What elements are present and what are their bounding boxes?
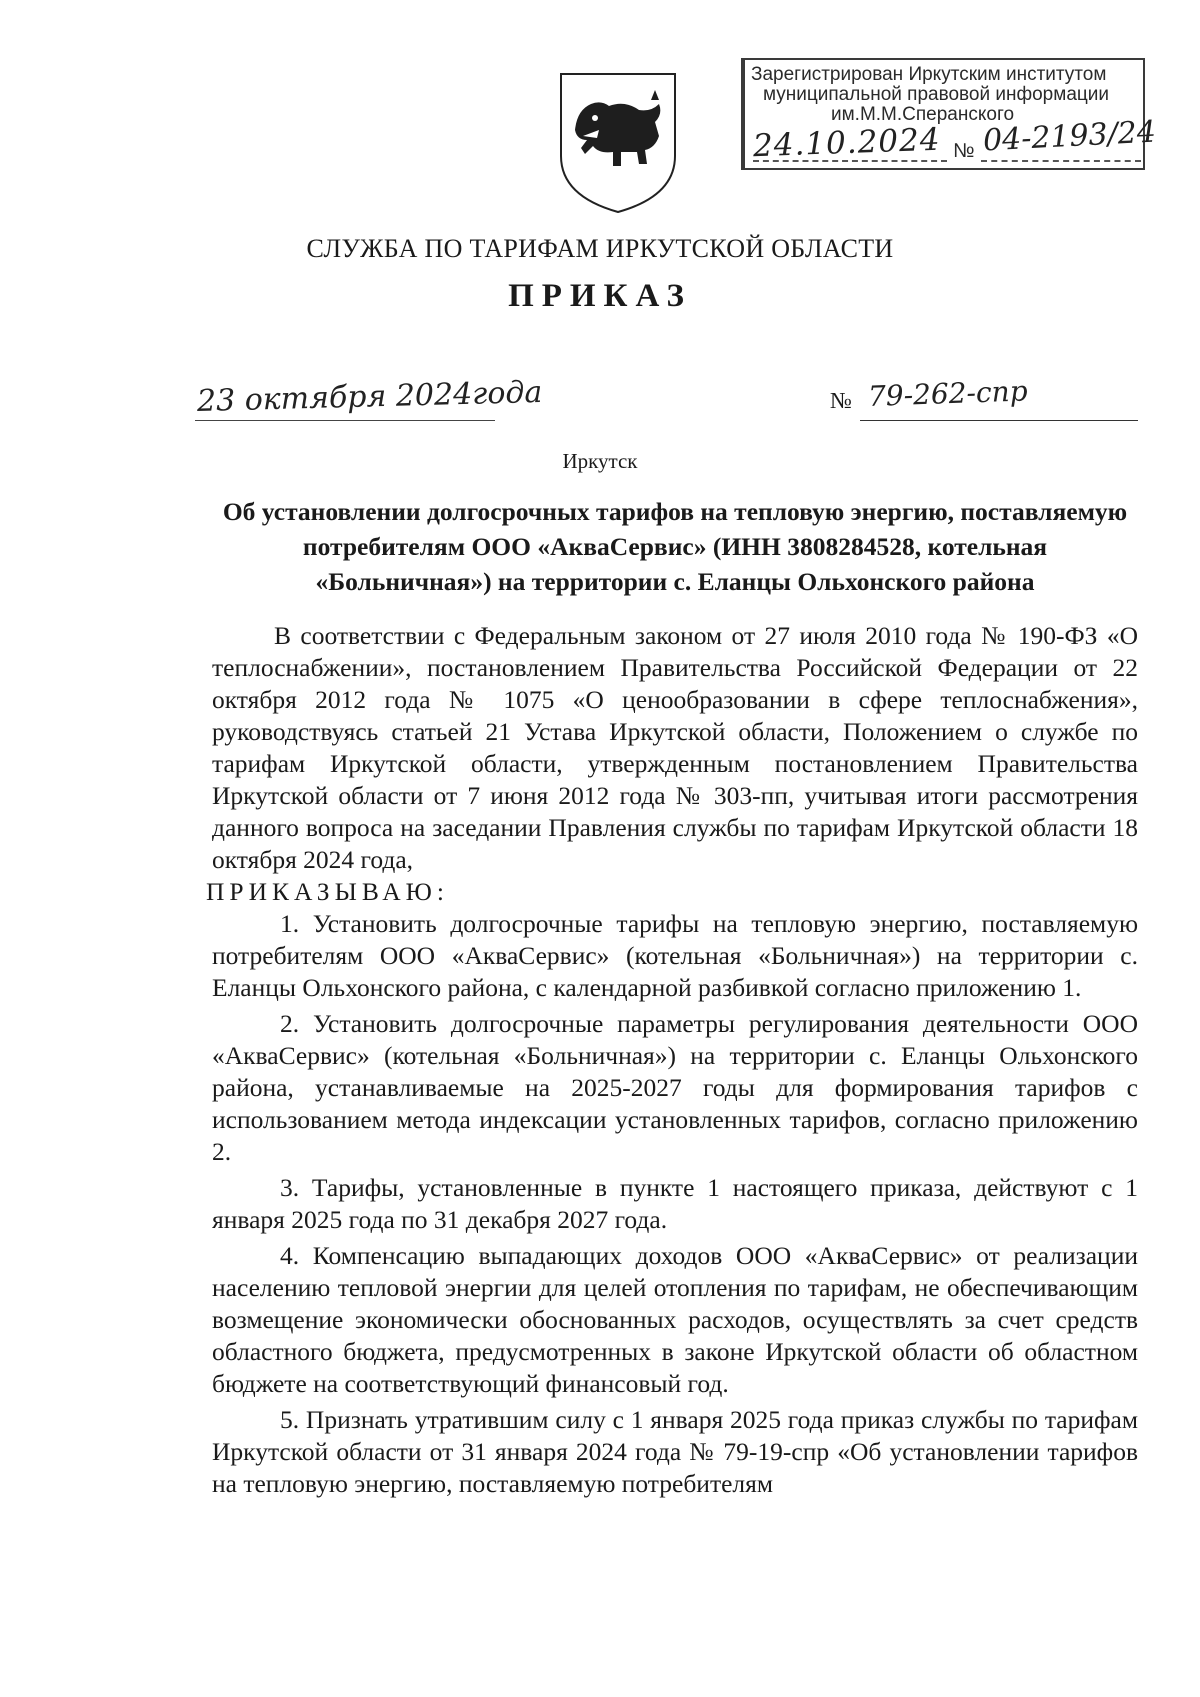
agency-name: СЛУЖБА ПО ТАРИФАМ ИРКУТСКОЙ ОБЛАСТИ: [306, 234, 894, 263]
preamble-paragraph: В соответствии с Федеральным законом от 27 июля 2010 года № 190-ФЗ «О теплоснабжении», постановлением Правительства Российской Федерации от 22 октября 2012 года № 1075 «О ценообразовании в сфере теплоснабжения», руководствуясь статьей 21 Устава Иркутской области, Положением о службе по тарифам Иркутской области, утвержденным постановлением Правительства Иркутской области от 7 июня 2012 года № 303-пп, учитывая итоги рассмотрения данного вопроса на заседании Правления службы по тарифам Иркутской области 18 октября 2024 года,: [212, 621, 1138, 874]
stamp-number-underline: [981, 160, 1141, 162]
city-name: Иркутск: [562, 449, 638, 473]
stamp-registration-date: 24.10.2024: [752, 121, 942, 165]
order-body: [206, 620, 1138, 1500]
order-item-5: 5. Признать утратившим силу с 1 января 2025 года приказ службы по тарифам Иркутской области от 31 января 2024 года № 79-19-спр «Об установлении тарифов на тепловую энергию, поставляемую потребителям: [212, 1405, 1138, 1498]
stamp-line-1: Зарегистрирован Иркутским институтом: [751, 64, 1107, 85]
order-subject-heading: Об установлении долгосрочных тарифов на тепловую энергию, поставляемую потребителям ООО «АкваСервис» (ИНН 3808284528, котельная «Больничная») на территории с. Еланцы Ольхонского района: [222, 497, 1128, 596]
document-type-title: ПРИКАЗ: [508, 278, 692, 314]
stamp-line-3: им.М.М.Сперанского: [831, 104, 1015, 125]
stamp-registration-number: 04-2193/24: [982, 114, 1157, 159]
coat-of-arms-icon: [555, 70, 681, 216]
order-item-3: 3. Тарифы, установленные в пункте 1 настоящего приказа, действуют с 1 января 2025 года по 31 декабря 2027 года.: [212, 1173, 1138, 1234]
order-item-2: 2. Установить долгосрочные параметры регулирования деятельности ООО «АкваСервис» (котельная «Больничная») на территории с. Еланцы Ольхонского района, устанавливаемые на 2025-2027 годы для формирования тарифов с использованием метода индексации установленных тарифов, согласно приложению 2.: [212, 1009, 1138, 1166]
order-number-label: №: [830, 388, 852, 413]
date-underline: [195, 420, 495, 421]
registration-stamp: [741, 58, 1157, 170]
stamp-number-label: №: [953, 140, 975, 162]
order-item-1: 1. Установить долгосрочные тарифы на тепловую энергию, поставляемую потребителям ООО «АкваСервис» (котельная «Больничная») на территории с. Еланцы Ольхонского района, с календарной разбивкой согласно приложению 1.: [212, 909, 1138, 1002]
order-directive-word: ПРИКАЗЫВАЮ:: [206, 877, 449, 906]
stamp-date-underline: [753, 160, 947, 162]
handwritten-date: 23 октября 2024года: [196, 374, 543, 419]
order-number-underline: [860, 420, 1138, 421]
stamp-line-2: муниципальной правовой информации: [763, 84, 1109, 105]
order-item-4: 4. Компенсацию выпадающих доходов ООО «АкваСервис» от реализации населению тепловой энергии для целей отопления по тарифам, не обеспечивающим возмещение экономически обоснованных расходов, осуществлять за счет средств областного бюджета, предусмотренных в законе Иркутской области об областном бюджете на соответствующий финансовый год.: [212, 1241, 1138, 1398]
handwritten-order-number: 79-262-спр: [867, 374, 1029, 413]
